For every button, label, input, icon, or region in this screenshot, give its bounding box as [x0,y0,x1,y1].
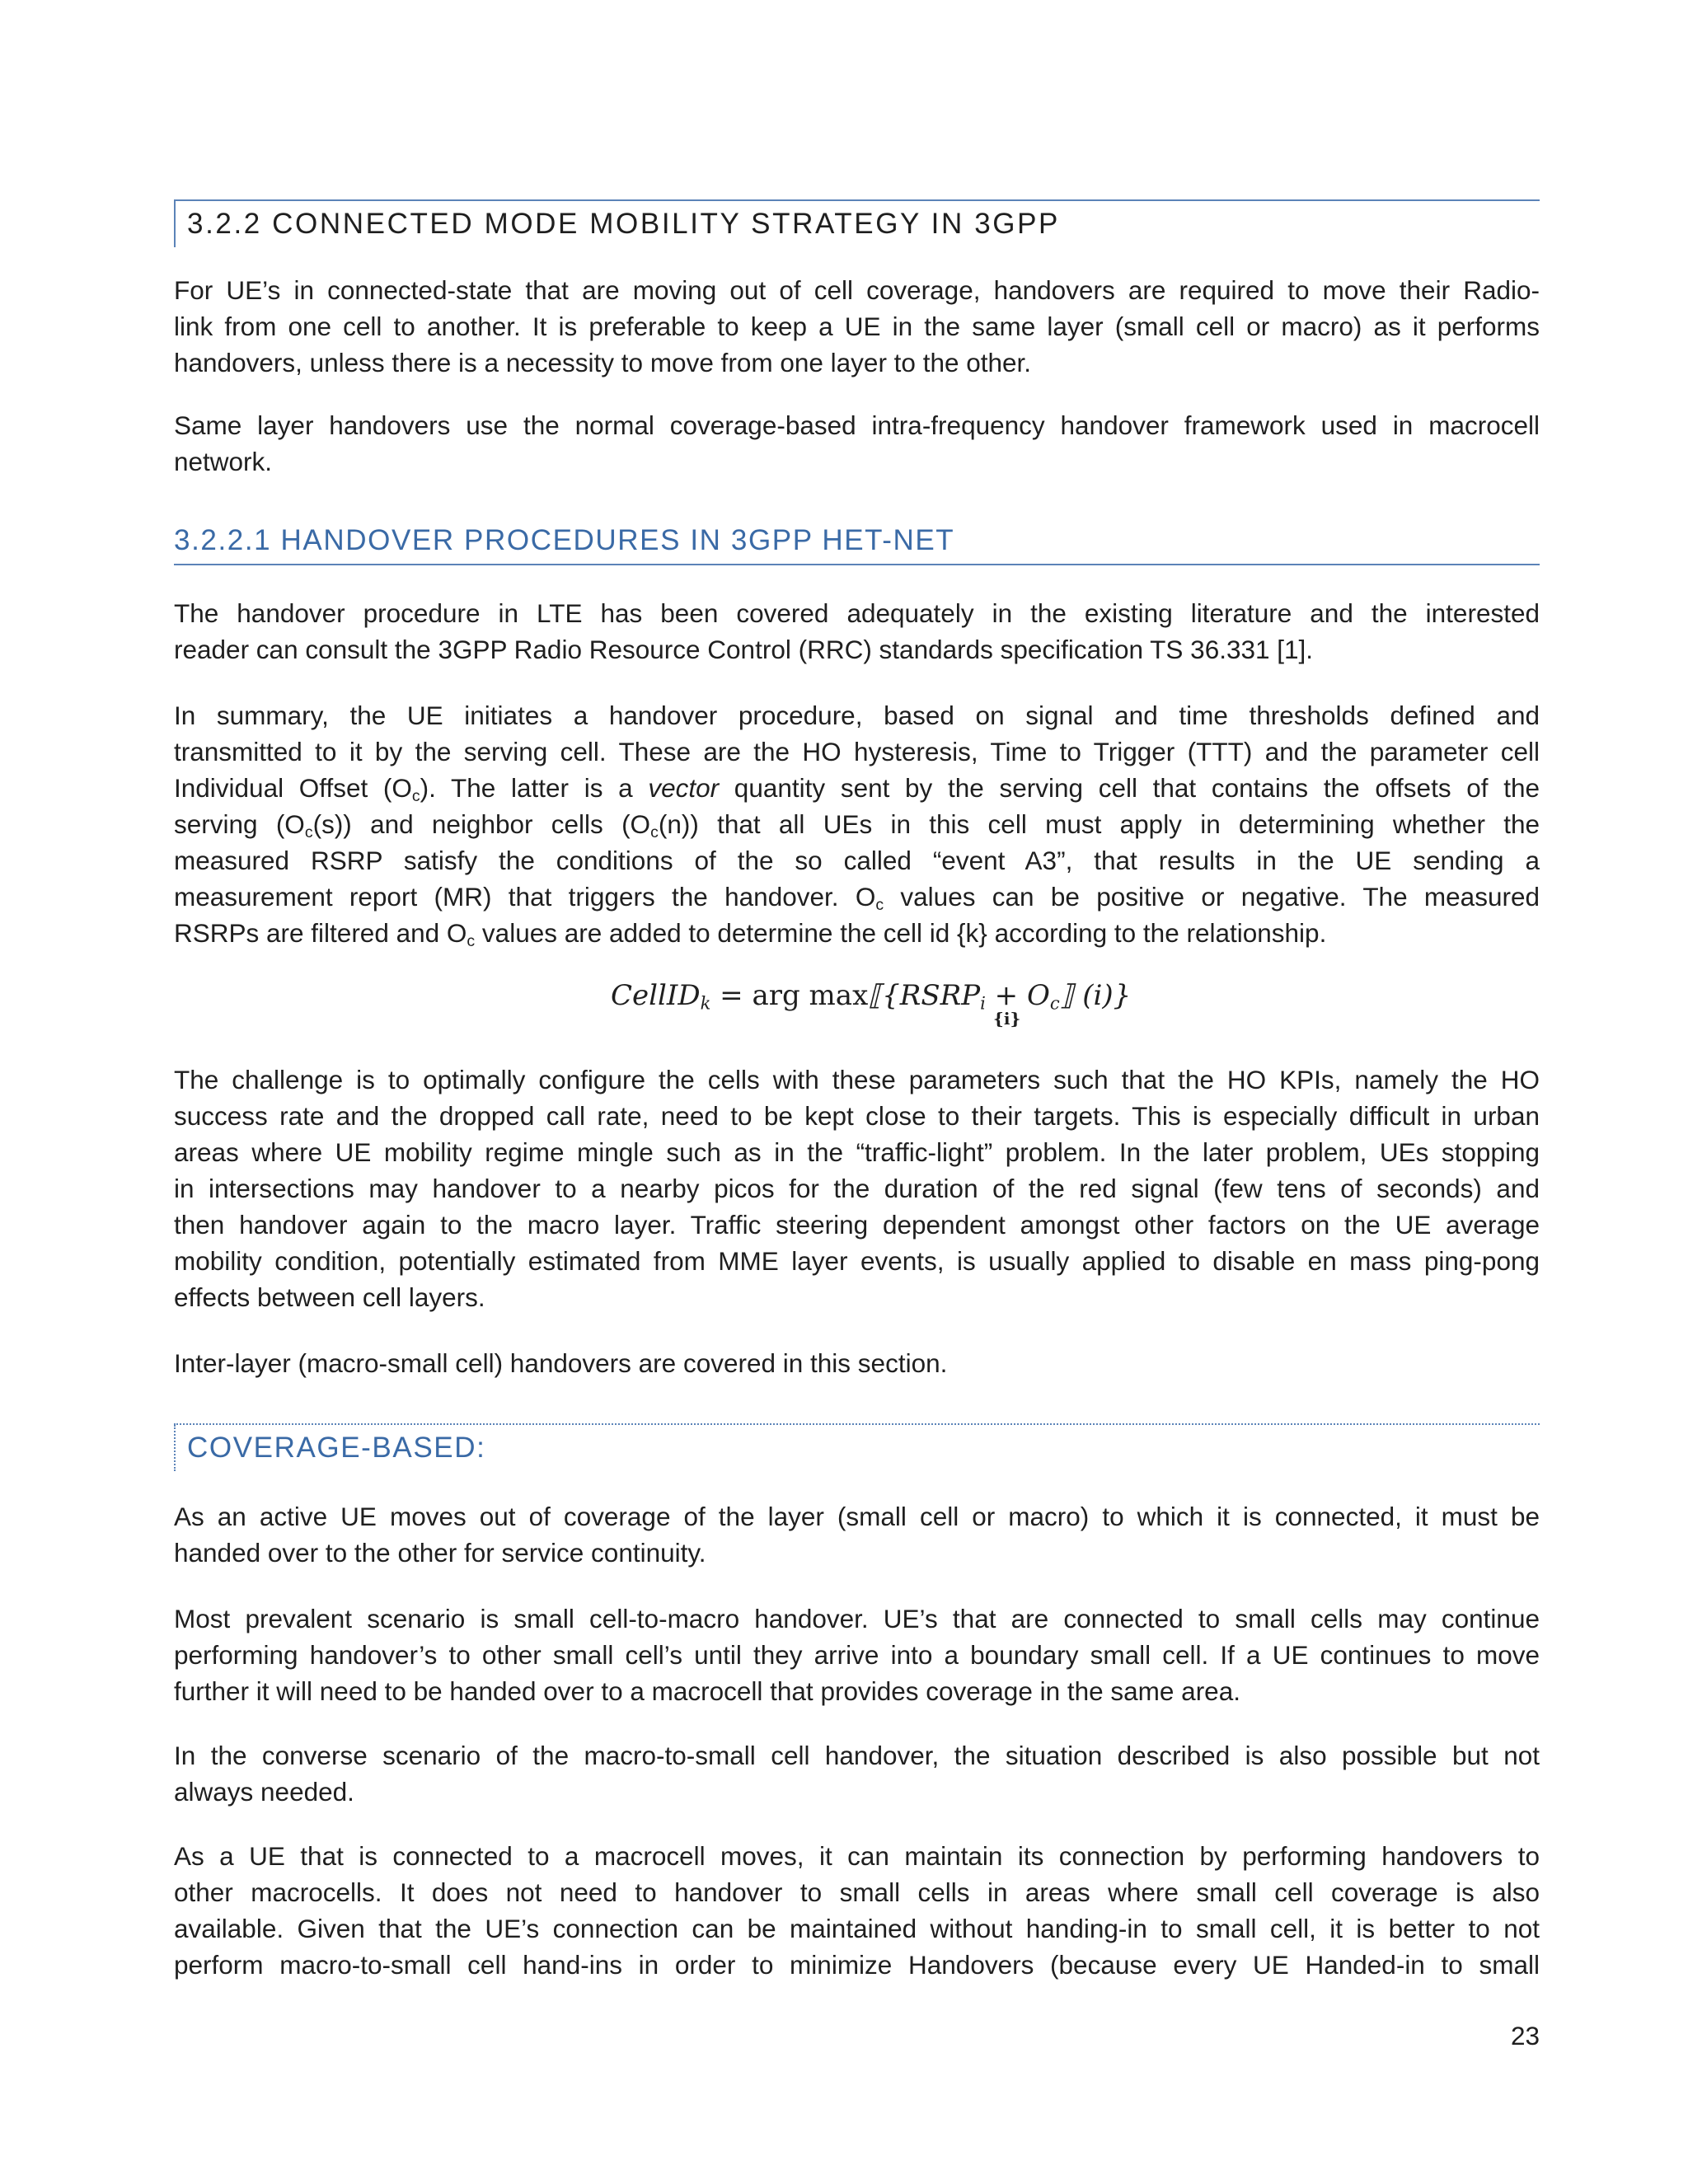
paragraph-line: Inter-layer (macro-small cell) handovers are covered in this section. [174,1348,948,1378]
paragraph-5 [174,1062,1540,1315]
subsection-heading-text: 3.2.2.1 HANDOVER PROCEDURES IN 3GPP HET-NET [174,524,955,556]
cell-id-formula [611,979,1132,1029]
coverage-based-heading [174,1423,1540,1471]
formula-body: + O [985,979,1050,1012]
paragraph-line [174,915,1540,951]
heading-text: COVERAGE-BASED: [187,1432,486,1464]
paragraph-line: measured RSRP satisfy the conditions of the so called “event A3”, that results in the UE sending a [174,846,1540,875]
paragraph-line: perform macro-to-small cell hand-ins in order to minimize Handovers (because every UE Handed-in to small [174,1950,1540,1980]
paragraph-line: In summary, the UE initiates a handover procedure, based on signal and time thresholds defined and [174,701,1540,730]
paragraph-line: In the converse scenario of the macro-to-small cell handover, the situation described is also possible but not [174,1741,1540,1770]
text-run: values can be positive or negative. The measured [884,882,1540,912]
formula-operator: = arg max [710,979,869,1012]
paragraph-line: performing handover’s to other small cell’s until they arrive into a boundary small cell. If a UE continues to move [174,1640,1540,1670]
paragraph-line: available. Given that the UE’s connection can be maintained without handing-in to small cell, it is better to not [174,1914,1540,1943]
paragraph-4 [174,697,1540,951]
text-run: (s)) and neighbor cells (O [312,809,651,839]
paragraph-line: areas where UE mobility regime mingle such as in the “traffic-light” problem. In the later problem, UEs stopping [174,1137,1540,1167]
document-page [174,0,1540,2184]
subscript: c [411,786,420,805]
paragraph-line: transmitted to it by the serving cell. These are the HO hysteresis, Time to Trigger (TTT) and the parameter cell [174,737,1540,766]
paragraph-line [174,770,1540,806]
paragraph-line [174,879,1540,915]
formula-body-subscript: i [980,992,986,1014]
subscript: c [467,931,476,950]
paragraph-10 [174,1838,1540,1983]
paragraph-7 [174,1498,1540,1571]
text-run: serving (O [174,809,305,839]
paragraph-line: handed over to the other for service continuity. [174,1538,706,1568]
text-run: Individual Offset (O [174,773,412,803]
paragraph-line: mobility condition, potentially estimated from MME layer events, is usually applied to disable en mass ping-pong [174,1246,1540,1276]
heading-left-rule [174,1425,176,1471]
paragraph-line: then handover again to the macro layer. Traffic steering dependent amongst other factors on the UE average [174,1210,1540,1240]
text-run: (n)) that all UEs in this cell must apply in determining whether the [658,809,1540,839]
paragraph-line: success rate and the dropped call rate, need to be kept close to their targets. This is especially difficult in urban [174,1101,1540,1131]
paragraph-line: The challenge is to optimally configure the cells with these parameters such that the HO KPIs, namely the HO [174,1065,1540,1094]
heading-left-rule [174,201,176,247]
subscript: c [650,823,659,841]
paragraph-6 [174,1345,1540,1381]
paragraph-line: The handover procedure in LTE has been covered adequately in the existing literature and the interested [174,598,1540,628]
paragraph-3 [174,595,1540,668]
paragraph-1 [174,272,1540,381]
paragraph-line: Most prevalent scenario is small cell-to-macro handover. UE’s that are connected to small cells may continue [174,1604,1540,1633]
paragraph-line: further it will need to be handed over to a macrocell that provides coverage in the same area. [174,1676,1240,1706]
paragraph-line: always needed. [174,1777,354,1807]
text-run: values are added to determine the cell id {k} according to the relationship. [475,918,1327,948]
page-number: 23 [1510,2021,1540,2050]
formula-body: ⟧ (i)} [1059,979,1132,1012]
paragraph-line: As an active UE moves out of coverage of the layer (small cell or macro) to which it is connected, it must be [174,1502,1540,1531]
formula-body: ⟦{RSRP [868,979,981,1012]
text-run: RSRPs are filtered and O [174,918,467,948]
subscript: c [875,895,884,914]
formula-lhs: CellID [611,979,701,1012]
paragraph-line: in intersections may handover to a nearby picos for the duration of the red signal (few tens of seconds) and [174,1174,1540,1203]
paragraph-line: As a UE that is connected to a macrocell moves, it can maintain its connection by performing handovers to [174,1841,1540,1871]
paragraph-2 [174,407,1540,480]
paragraph-line: link from one cell to another. It is preferable to keep a UE in the same layer (small cell or macro) as it performs [174,312,1540,341]
section-heading-3-2-2-1 [174,524,1540,565]
paragraph-9 [174,1737,1540,1810]
formula-argmax-index: {i} [993,1009,1021,1029]
subscript: c [304,823,313,841]
formula-lhs-subscript: k [700,992,711,1014]
paragraph-8 [174,1601,1540,1709]
italic-text: vector [648,773,720,803]
section-heading-3-2-2 [174,199,1540,247]
paragraph-line: handovers, unless there is a necessity to move from one layer to the other. [174,348,1032,377]
paragraph-line [174,806,1540,842]
formula-body-subscript: c [1049,992,1060,1014]
section-heading-text: 3.2.2 CONNECTED MODE MOBILITY STRATEGY IN 3GPP [187,208,1060,240]
paragraph-line: other macrocells. It does not need to handover to small cells in areas where small cell coverage is also [174,1877,1540,1907]
text-run: measurement report (MR) that triggers the handover. O [174,882,876,912]
paragraph-line: network. [174,447,273,476]
text-run: ). The latter is a [420,773,649,803]
text-run: quantity sent by the serving cell that contains the offsets of the [719,773,1540,803]
paragraph-line: effects between cell layers. [174,1282,485,1312]
paragraph-line: Same layer handovers use the normal coverage-based intra-frequency handover framework used in macrocell [174,410,1540,440]
paragraph-line: reader can consult the 3GPP Radio Resource Control (RRC) standards specification TS 36.331 [1]. [174,635,1314,664]
paragraph-line: For UE’s in connected-state that are moving out of cell coverage, handovers are required to move their Radio- [174,275,1540,305]
